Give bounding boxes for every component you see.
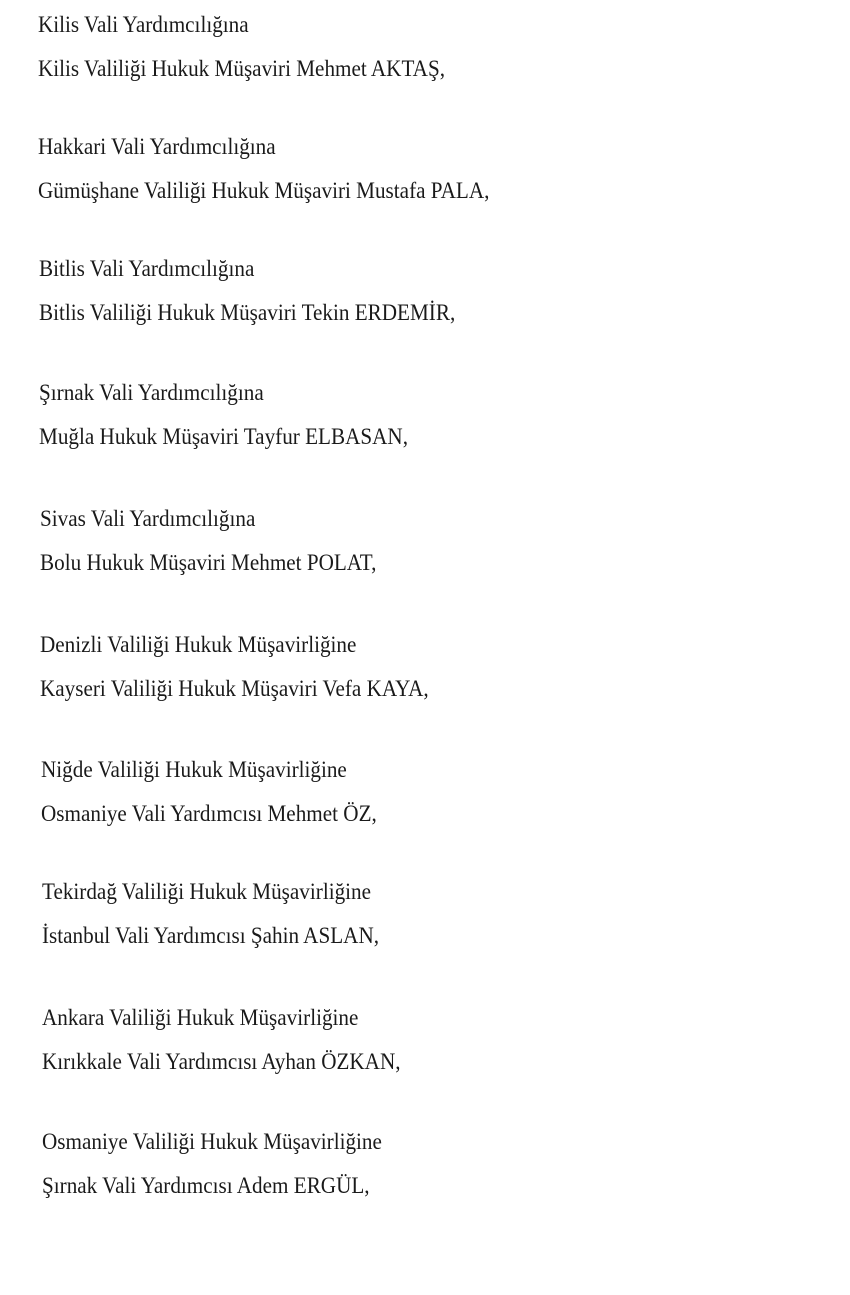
appointee-name: Osmaniye Vali Yardımcısı Mehmet ÖZ, [41, 801, 377, 826]
appointee-name: Bitlis Valiliği Hukuk Müşaviri Tekin ERDEMİR, [39, 300, 456, 325]
appointment-entry [42, 1120, 382, 1208]
position-title: Şırnak Vali Yardımcılığına [39, 380, 264, 405]
appointee-name: İstanbul Vali Yardımcısı Şahin ASLAN, [42, 923, 380, 948]
appointment-entry [39, 371, 408, 459]
appointee-name: Gümüşhane Valiliği Hukuk Müşaviri Mustafa PALA, [38, 178, 490, 203]
position-title: Osmaniye Valiliği Hukuk Müşavirliğine [42, 1129, 382, 1154]
appointment-entry [39, 247, 455, 335]
position-title: Niğde Valiliği Hukuk Müşavirliğine [41, 757, 347, 782]
appointment-entry [38, 125, 489, 213]
appointment-entry [40, 623, 429, 711]
appointment-entry [41, 748, 377, 836]
position-title: Bitlis Vali Yardımcılığına [39, 256, 255, 281]
appointment-entry [40, 497, 376, 585]
position-title: Denizli Valiliği Hukuk Müşavirliğine [40, 632, 357, 657]
appointee-name: Şırnak Vali Yardımcısı Adem ERGÜL, [42, 1173, 370, 1198]
position-title: Sivas Vali Yardımcılığına [40, 506, 256, 531]
appointee-name: Bolu Hukuk Müşaviri Mehmet POLAT, [40, 550, 377, 575]
position-title: Hakkari Vali Yardımcılığına [38, 134, 276, 159]
appointee-name: Muğla Hukuk Müşaviri Tayfur ELBASAN, [39, 424, 408, 449]
appointment-entry [42, 996, 401, 1084]
position-title: Ankara Valiliği Hukuk Müşavirliğine [42, 1005, 359, 1030]
appointment-entry [42, 870, 379, 958]
appointee-name: Kilis Valiliği Hukuk Müşaviri Mehmet AKTAŞ, [38, 56, 446, 81]
position-title: Tekirdağ Valiliği Hukuk Müşavirliğine [42, 879, 372, 904]
appointee-name: Kırıkkale Vali Yardımcısı Ayhan ÖZKAN, [42, 1049, 401, 1074]
appointment-entry [38, 3, 445, 91]
position-title: Kilis Vali Yardımcılığına [38, 12, 249, 37]
appointee-name: Kayseri Valiliği Hukuk Müşaviri Vefa KAYA, [40, 676, 429, 701]
